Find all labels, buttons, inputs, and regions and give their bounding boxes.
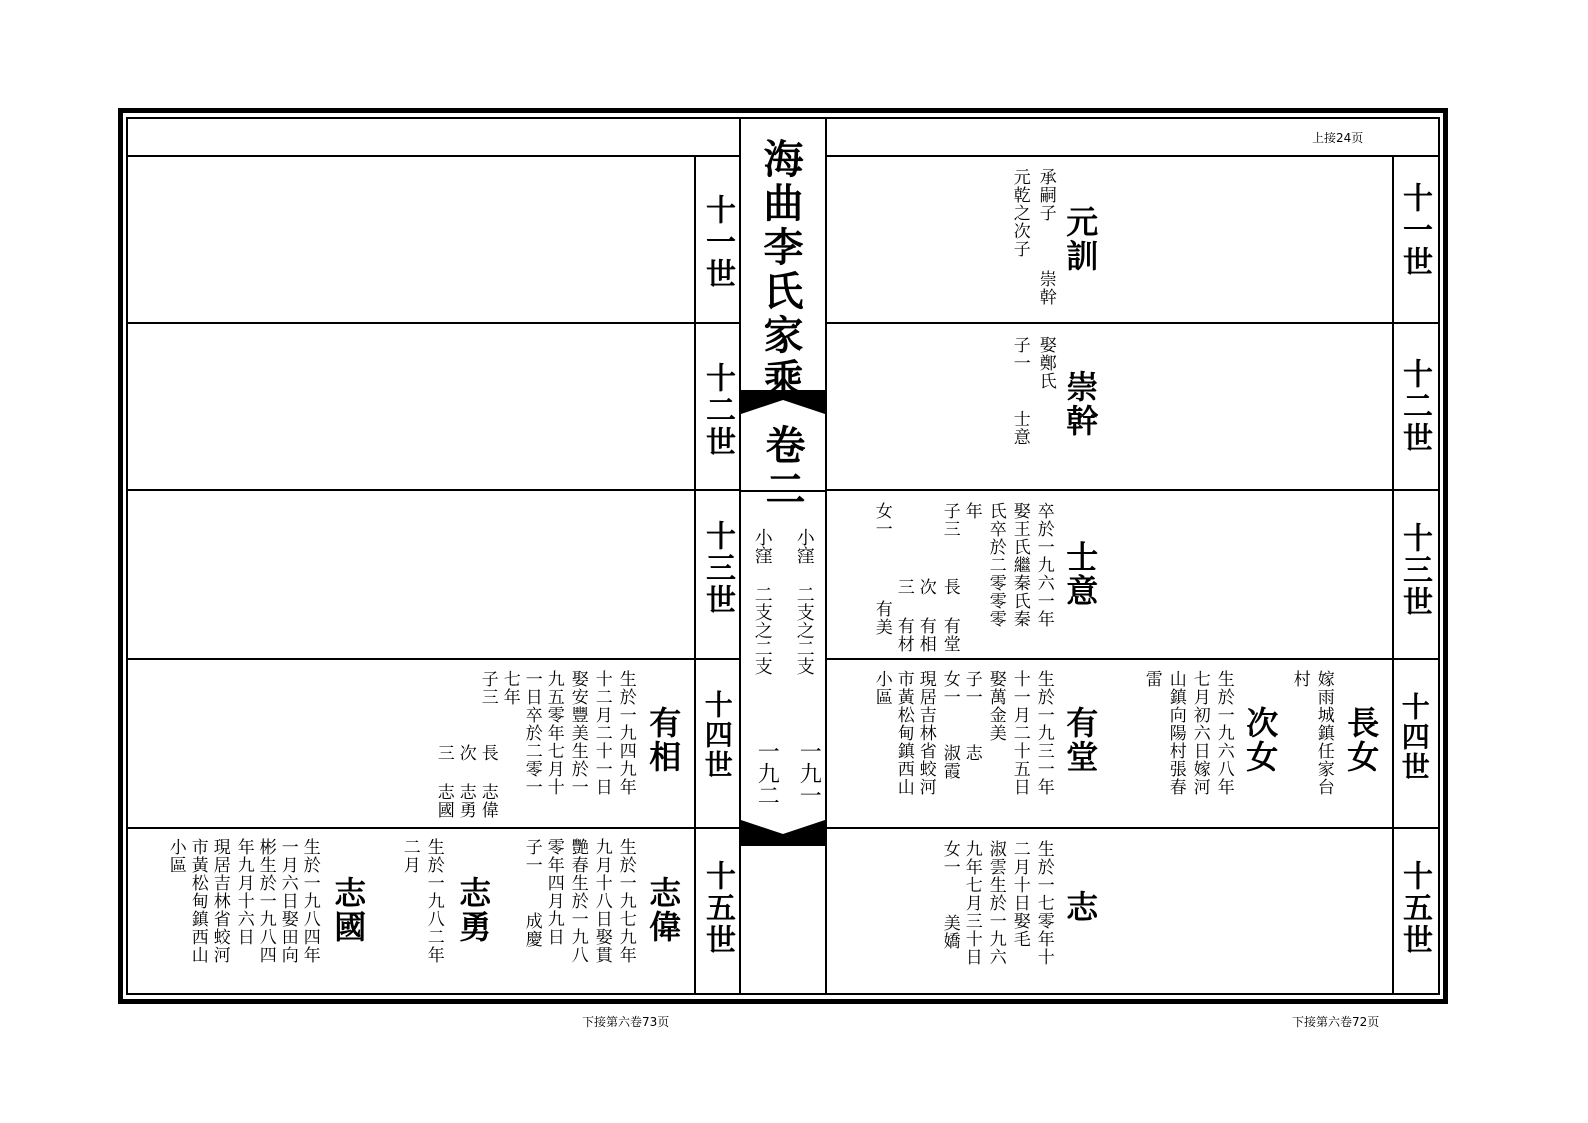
gen-label-left-12: 十二世 [700,362,735,458]
person-name: 有相 [644,706,683,774]
daughter-name: 美嬌 [939,914,960,950]
entry-line: 山鎮向陽村張春 [1165,670,1186,796]
entry-line: 生於一九八四年 [299,838,320,964]
person-name: 有堂 [1061,706,1100,774]
residence-line: 市黃松甸鎮西山 [893,670,914,796]
entry-line: 十二月二十一日 [591,670,612,796]
entry-line: 現居吉林省蛟河 [209,838,230,964]
entry-line: 彬生於一九八四 [255,838,276,964]
spine-left-line [739,117,741,995]
person-name: 次女 [1241,706,1280,774]
branch-note-a: 小窪 二支之二支 [793,528,815,675]
child-name: 士意 [1009,410,1030,446]
entry-line: 子一 [961,670,982,706]
bottom-page-ref-left: 下接第六卷73页 [582,1015,670,1029]
entry-line: 村 [1289,670,1310,688]
person-name: 志國 [329,876,368,944]
gen-label-left-15: 十五世 [700,860,735,956]
person-name: 志勇 [454,876,493,944]
entry-line: 九五零年七月十 [543,670,564,796]
entry-line: 承嗣子 [1035,168,1056,222]
entry-line: 元乾之次子 [1009,168,1030,258]
volume-label: 卷二 [759,424,806,512]
row-line [827,827,1438,829]
person-name: 志偉 [644,876,683,944]
entry-line: 二月 [399,838,420,874]
entry-line: 嫁雨城鎮任家台 [1313,670,1334,796]
entry-line: 娶安豐美生於一 [567,670,588,796]
gen-label-right-13: 十三世 [1397,522,1432,618]
child-name: 三 志國 [433,744,454,819]
entry-line: 娶鄭氏 [1035,336,1056,390]
entry-line: 生於一九七九年 [615,838,636,964]
person-name: 元訓 [1061,205,1100,273]
entry-line: 九月十八日娶貫 [591,838,612,964]
gen-label-right-14: 十四世 [1397,692,1431,782]
person-name: 崇幹 [1061,370,1100,438]
entry-line: 卒於一九六一年 [1033,502,1054,628]
person-name: 志 [1061,890,1100,924]
row-line [827,658,1438,660]
row-line [827,322,1438,324]
entry-line: 淑雲生於一九六 [985,840,1006,966]
child-name: 次 志勇 [455,744,476,819]
daughter-name: 淑霞 [939,744,960,780]
entry-line: 艷春生於一九八 [567,838,588,964]
daughter-name: 有美 [871,600,892,636]
gen-label-left-14: 十四世 [700,690,734,780]
spine-band-bottom [741,836,825,846]
entry-line: 子一 [521,838,542,874]
entry-line: 女一 [939,840,960,876]
entry-line: 九年七月三十日 [961,840,982,966]
row-line [128,322,739,324]
child-name: 長 志偉 [477,744,498,819]
left-gen-line [694,155,696,995]
gen-label-left-11: 十一世 [700,194,735,290]
entry-line: 生於一九八二年 [423,838,444,964]
entry-line: 子一 [1009,336,1030,372]
entry-line: 娶王氏繼秦氏秦 [1009,502,1030,628]
row-line [827,155,1438,157]
entry-line: 女一 [939,670,960,706]
bottom-page-ref-right: 下接第六卷72页 [1292,1015,1380,1029]
right-gen-line [1392,155,1394,995]
entry-line: 生於一九三一年 [1033,670,1054,796]
residence-line: 現居吉林省蛟河 [915,670,936,796]
entry-line: 雷 [1141,670,1162,688]
entry-line: 零年四月九日 [543,838,564,946]
entry-line: 子三 [939,502,960,538]
child-name: 崇幹 [1035,270,1056,306]
daughter-count: 女一 [871,502,892,538]
person-name: 士意 [1061,540,1100,608]
entry-line: 娶萬金美 [985,670,1006,742]
child-name: 次 有相 [915,578,936,653]
gen-label-right-15: 十五世 [1397,860,1432,956]
child-name: 長 有堂 [939,578,960,653]
entry-line: 市黃松甸鎮西山 [187,838,208,964]
row-line [128,827,739,829]
row-line [128,489,739,491]
row-line [827,489,1438,491]
child-name: 三 有材 [893,578,914,653]
entry-line: 七年 [499,670,520,706]
gen-label-right-11: 十一世 [1397,182,1432,278]
page-number-b: 一九二 [754,740,780,806]
entry-line: 生於一七零年十 [1033,840,1054,966]
entry-line: 十一月二十五日 [1009,670,1030,796]
entry-line: 生於一九四九年 [615,670,636,796]
child-name: 志 [961,744,982,762]
entry-line: 生於一九六八年 [1213,670,1234,796]
child-name: 成慶 [521,912,542,948]
gen-label-right-12: 十二世 [1397,358,1432,454]
entry-line: 年 [961,502,982,520]
page-number-a: 一九一 [796,740,822,806]
entry-line: 一月六日娶田向 [277,838,298,964]
entry-line: 一日卒於二零一 [521,670,542,796]
entry-line: 氏卒於二零零零 [985,502,1006,628]
entry-line: 子三 [477,670,498,706]
gen-label-left-13: 十三世 [700,520,735,616]
entry-line: 七月初六日嫁河 [1189,670,1210,796]
entry-line: 小區 [165,838,186,874]
branch-note-b: 小窪 二支之二支 [751,528,773,675]
spine-right-line [825,117,827,995]
residence-line: 小區 [871,670,892,706]
row-line [128,155,739,157]
row-line [128,658,739,660]
book-title: 海曲李氏家乘 [757,138,804,402]
entry-line: 二月十日娶毛 [1009,840,1030,948]
top-page-ref: 上接24页 [1312,131,1364,145]
entry-line: 年九月十六日 [233,838,254,946]
person-name: 長女 [1342,706,1381,774]
